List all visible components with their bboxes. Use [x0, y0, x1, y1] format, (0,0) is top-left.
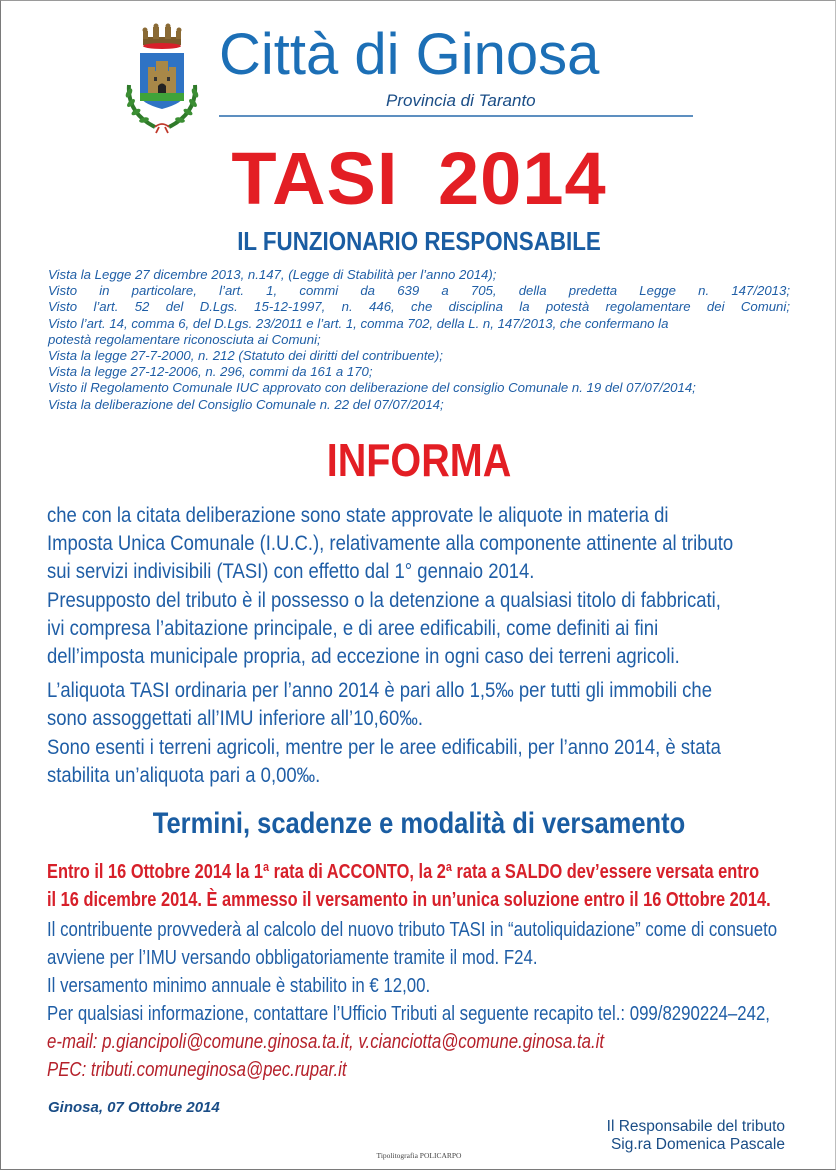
preamble-line: Vista la legge 27-12-2006, n. 296, commi da 161 a 170;	[48, 364, 373, 380]
body-line: sono assoggettati all’IMU inferiore all’10,60‰.	[47, 707, 423, 731]
instruction-line: avviene per l’IMU versando obbligatoriamente tramite il mod. F24.	[47, 946, 538, 969]
body-line: Imposta Unica Comunale (I.U.C.), relativamente alla componente attinente al tributo	[47, 532, 734, 556]
informa-heading: INFORMA	[326, 434, 512, 486]
deadlines-text	[47, 858, 807, 914]
signature-role: Il Responsabile del tributo	[606, 1118, 785, 1135]
preamble-line: Vista la Legge 27 dicembre 2013, n.147, (Legge di Stabilità per l’anno 2014);	[48, 267, 497, 282]
termini-heading: Termini, scadenze e modalità di versamento	[152, 807, 686, 840]
instruction-line: Il contribuente provvederà al calcolo del nuovo tributo TASI in “autoliquidazione” come di consueto	[47, 918, 778, 941]
notice-subtitle: IL FUNZIONARIO RESPONSABILE	[237, 226, 601, 256]
notice-date: Ginosa, 07 Ottobre 2014	[48, 1099, 220, 1116]
body-line: sui servizi indivisibili (TASI) con effetto dal 1° gennaio 2014.	[47, 560, 535, 584]
informa-body	[47, 502, 789, 790]
payment-instructions	[47, 916, 807, 1000]
preamble-line: Visto l’art. 14, comma 6, del D.Lgs. 23/2011 e l’art. 1, comma 702, della L. n, 147/2013, che confermano la	[48, 315, 669, 331]
city-title: Città di Ginosa	[219, 22, 600, 87]
printer-credit: Tipolitografia POLICARPO	[376, 1151, 462, 1160]
body-line: Sono esenti i terreni agricoli, mentre per le aree edificabili, per l’anno 2014, è stata	[47, 735, 721, 759]
contact-info	[47, 1000, 807, 1084]
body-line: stabilita un’aliquota pari a 0,00‰.	[47, 763, 321, 787]
preamble-line: potestà regolamentare riconosciuta ai Comuni;	[48, 331, 321, 347]
rates-paragraph	[47, 677, 789, 790]
deadline-line: il 16 dicembre 2014. È ammesso il versamento in un’unica soluzione entro il 16 Ottobre 2014.	[47, 889, 771, 911]
preamble-line: Vista la legge 27-7-2000, n. 212 (Statuto dei diritti del contribuente);	[48, 348, 443, 364]
contact-email-link[interactable]: e-mail: p.giancipoli@comune.ginosa.ta.it, v.cianciotta@comune.ginosa.ta.it	[47, 1030, 605, 1053]
header-divider	[219, 115, 693, 117]
body-line: ivi compresa l’abitazione principale, e di aree edificabili, come definiti ai fini	[47, 616, 659, 640]
notice-title: TASI 2014	[231, 137, 607, 220]
contact-phone-line: Per qualsiasi informazione, contattare l’Ufficio Tributi al seguente recapito tel.: 099/8290224–242,	[47, 1002, 770, 1025]
legal-preamble	[48, 267, 790, 413]
body-line: che con la citata deliberazione sono state approvate le aliquote in materia di	[47, 504, 669, 527]
province-subtitle: Provincia di Taranto	[386, 91, 536, 110]
preamble-line: Visto il Regolamento Comunale IUC approvato con deliberazione del consiglio Comunale n. 19 del 07/07/2014;	[48, 380, 696, 396]
signature-block	[561, 1118, 785, 1154]
deadline-line: Entro il 16 Ottobre 2014 la 1ª rata di ACCONTO, la 2ª rata a SALDO dev’essere versata entro	[47, 861, 760, 883]
instruction-line: Il versamento minimo annuale è stabilito in € 12,00.	[47, 974, 431, 997]
body-line: dell’imposta municipale propria, ad eccezione in ogni caso dei terreni agricoli.	[47, 645, 680, 669]
preamble-line: Visto l’art. 52 del D.Lgs. 15-12-1997, n. 446, che disciplina la potestà regolamentare dei Comuni;	[48, 299, 790, 315]
signature-name: Sig.ra Domenica Pascale	[610, 1136, 785, 1153]
preamble-line: Vista la deliberazione del Consiglio Comunale n. 22 del 07/07/2014;	[48, 396, 444, 412]
body-line: Presupposto del tributo è il possesso o la detenzione a qualsiasi titolo di fabbricati,	[47, 588, 721, 612]
municipal-coat-of-arms-icon	[119, 23, 205, 135]
preamble-line: Visto in particolare, l’art. 1, commi da 639 a 705, della predetta Legge n. 147/2013;	[48, 283, 790, 299]
contact-pec-link[interactable]: PEC: tributi.comuneginosa@pec.rupar.it	[47, 1058, 347, 1081]
body-line: L’aliquota TASI ordinaria per l’anno 2014 è pari allo 1,5‰ per tutti gli immobili che	[47, 679, 712, 703]
